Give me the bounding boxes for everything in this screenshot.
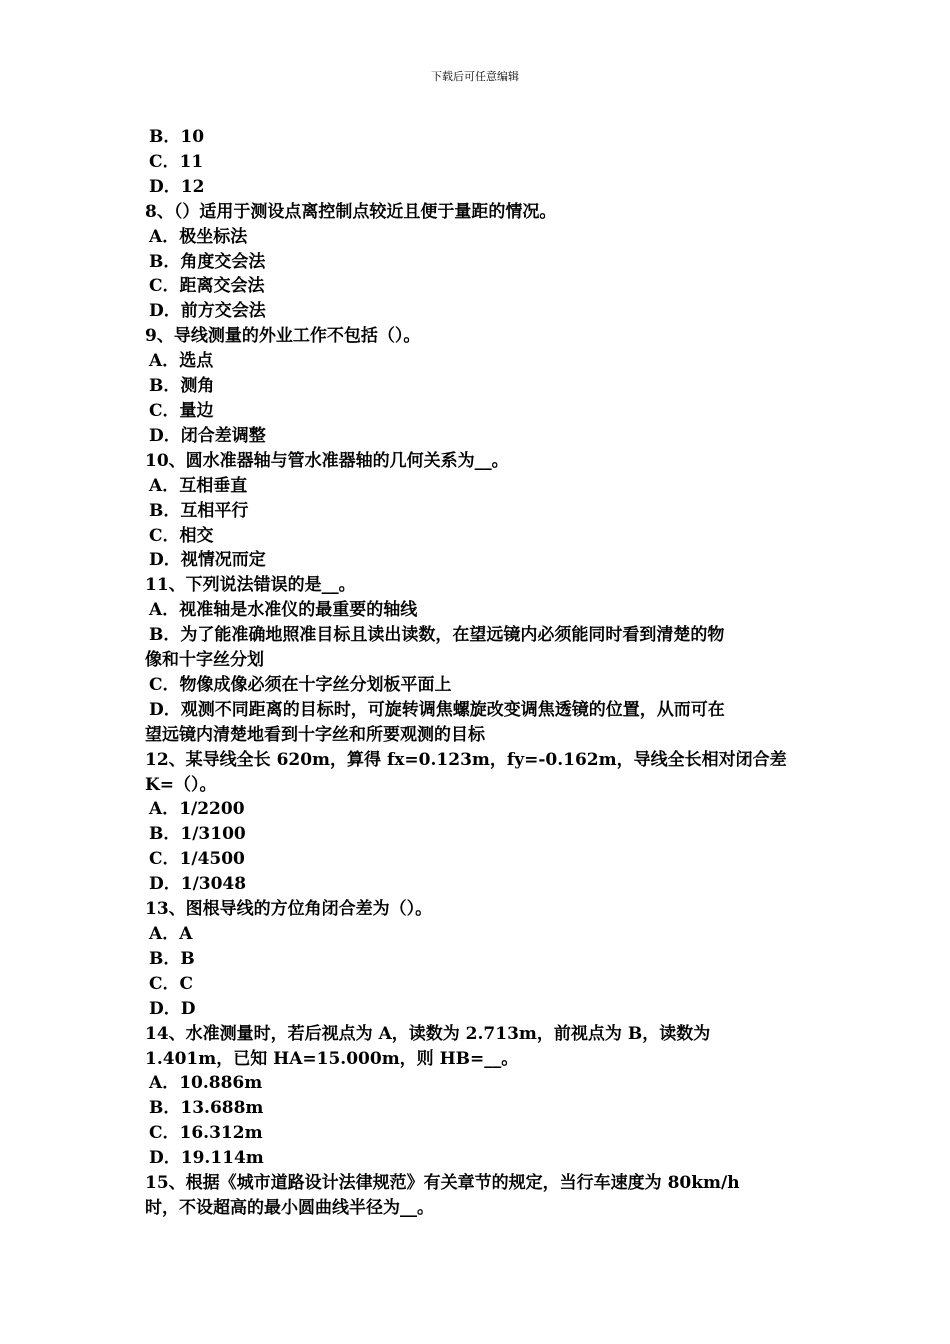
answer-option: B．测角: [149, 376, 215, 397]
answer-option: C．11: [149, 151, 204, 172]
question-text: 1.401m，已知 HA=15.000m，则 HB=__。: [145, 1048, 519, 1069]
answer-option: A．互相垂直: [149, 475, 248, 496]
answer-option: D．观测不同距离的目标时，可旋转调焦螺旋改变调焦透镜的位置，从而可在: [149, 699, 725, 720]
answer-option: D．19.114m: [149, 1148, 264, 1169]
answer-option: B．B: [149, 948, 195, 969]
answer-option: B．10: [149, 127, 205, 147]
question-text: 15、根据《城市道路设计法律规范》有关章节的规定，当行车速度为 80km/h: [145, 1173, 740, 1194]
question-text: 8、（）适用于测设点离控制点较近且便于量距的情况。: [145, 201, 557, 222]
answer-option: D．12: [149, 176, 205, 197]
answer-option: A．视准轴是水准仪的最重要的轴线: [149, 600, 418, 621]
answer-option: D．1/3048: [149, 874, 247, 895]
answer-option: D．闭合差调整: [149, 425, 266, 446]
answer-option: B．为了能准确地照准目标且读出读数，在望远镜内必须能同时看到清楚的物: [149, 625, 725, 646]
question-text: 12、某导线全长 620m，算得 fx=0.123m，fy=-0.162m，导线全长相对闭合差: [145, 749, 787, 770]
answer-option: B．角度交会法: [149, 251, 266, 272]
answer-option: D．D: [149, 998, 196, 1019]
question-text: 11、下列说法错误的是__。: [145, 575, 356, 596]
question-text: 时，不设超高的最小圆曲线半径为__。: [145, 1197, 434, 1218]
answer-option: D．前方交会法: [149, 301, 266, 322]
question-text: 13、图根导线的方位角闭合差为（）。: [145, 899, 433, 920]
answer-option: A．选点: [149, 351, 214, 372]
answer-option: C．16.312m: [149, 1123, 263, 1144]
answer-option: B．1/3100: [149, 824, 246, 845]
answer-option: C．相交: [149, 525, 214, 546]
answer-option: C．C: [149, 973, 194, 994]
answer-option: C．1/4500: [149, 849, 245, 870]
answer-option: D．视情况而定: [149, 550, 266, 571]
question-text: K=（）。: [145, 774, 217, 795]
question-text: 14、水准测量时，若后视点为 A，读数为 2.713m，前视点为 B，读数为: [145, 1023, 711, 1044]
question-text: 10、圆水准器轴与管水准器轴的几何关系为__。: [145, 450, 509, 471]
answer-option: B．互相平行: [149, 500, 249, 521]
answer-option: A．10.886m: [149, 1073, 263, 1094]
answer-option: C．距离交会法: [149, 276, 265, 297]
answer-option: A．极坐标法: [149, 226, 248, 247]
page-header: 下载后可任意编辑: [431, 70, 519, 83]
question-text: 9、导线测量的外业工作不包括（）。: [145, 326, 421, 347]
document-body: [145, 125, 807, 1221]
answer-option: C．物像成像必须在十字丝分划板平面上: [149, 674, 452, 695]
answer-option: B．13.688m: [149, 1098, 264, 1119]
question-text: 像和十字丝分划: [145, 650, 264, 671]
answer-option: C．量边: [149, 400, 214, 421]
answer-option: A．A: [149, 924, 193, 944]
question-text: 望远镜内清楚地看到十字丝和所要观测的目标: [145, 724, 485, 745]
answer-option: A．1/2200: [149, 799, 245, 820]
